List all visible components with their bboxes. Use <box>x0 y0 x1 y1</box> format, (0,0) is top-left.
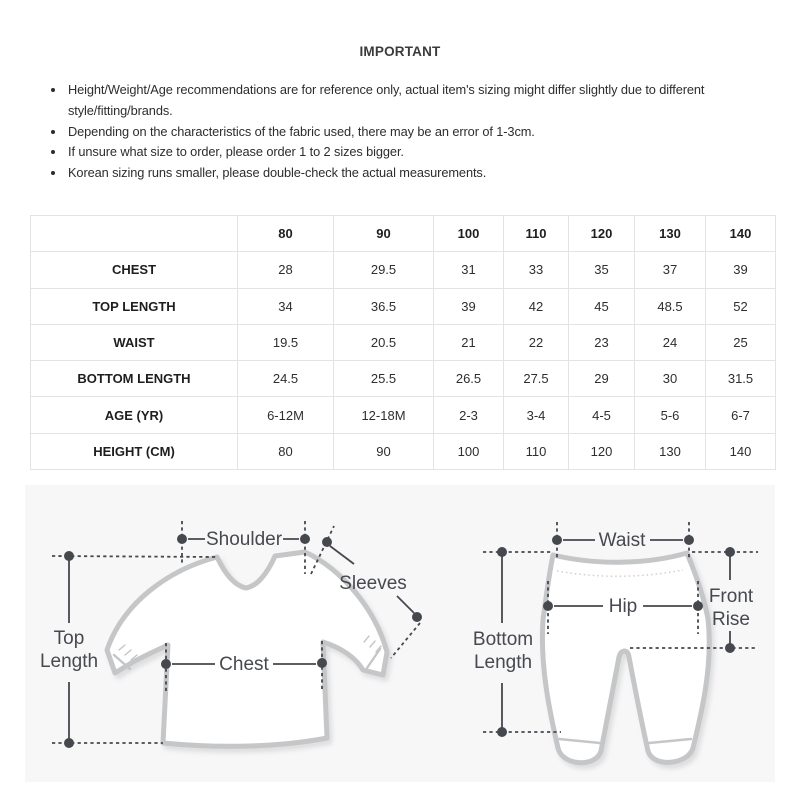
value-cell: 24.5 <box>238 361 334 397</box>
value-cell: 37 <box>635 252 706 288</box>
value-cell: 29.5 <box>334 252 434 288</box>
size-column-header: 80 <box>238 216 334 252</box>
value-cell: 31 <box>434 252 504 288</box>
top-length-extension-top <box>52 556 217 557</box>
value-cell: 6-12M <box>238 397 334 433</box>
value-cell: 19.5 <box>238 324 334 360</box>
shoulder-dot-right <box>300 534 310 544</box>
value-cell: 140 <box>706 433 776 469</box>
value-cell: 80 <box>238 433 334 469</box>
shoulder-label: Shoulder <box>205 529 283 550</box>
value-cell: 42 <box>504 288 569 324</box>
value-cell: 4-5 <box>569 397 635 433</box>
front-rise-label-line1: Front <box>708 586 754 607</box>
note-item-3: • If unsure what size to order, please order 1 to 2 sizes bigger. <box>66 142 782 163</box>
chest-label: Chest <box>219 654 269 675</box>
top-length-dot-bottom <box>64 738 74 748</box>
front-rise-dot-bottom <box>725 643 735 653</box>
value-cell: 31.5 <box>706 361 776 397</box>
table-row <box>31 361 776 397</box>
size-column-header: 120 <box>569 216 635 252</box>
measurement-diagram-panel <box>25 485 775 782</box>
value-cell: 45 <box>569 288 635 324</box>
value-cell: 48.5 <box>635 288 706 324</box>
waist-dot-left <box>552 535 562 545</box>
hip-label: Hip <box>608 596 638 617</box>
size-column-header: 140 <box>706 216 776 252</box>
value-cell: 100 <box>434 433 504 469</box>
page-title: IMPORTANT <box>359 44 441 59</box>
size-column-header: 130 <box>635 216 706 252</box>
row-label: TOP LENGTH <box>31 288 238 324</box>
waist-dot-right <box>684 535 694 545</box>
value-cell: 33 <box>504 252 569 288</box>
front-rise-dot-top <box>725 547 735 557</box>
value-cell: 30 <box>635 361 706 397</box>
row-label: CHEST <box>31 252 238 288</box>
top-length-dot-top <box>64 551 74 561</box>
top-length-label-line2: Length <box>39 651 99 672</box>
value-cell: 12-18M <box>334 397 434 433</box>
value-cell: 25 <box>706 324 776 360</box>
hip-dot-right <box>693 601 703 611</box>
sleeves-end-dash <box>391 623 420 658</box>
size-table-body <box>31 252 776 470</box>
row-label: HEIGHT (CM) <box>31 433 238 469</box>
value-cell: 23 <box>569 324 635 360</box>
value-cell: 29 <box>569 361 635 397</box>
bottom-length-dot-bottom <box>497 727 507 737</box>
value-cell: 21 <box>434 324 504 360</box>
size-table <box>30 215 776 470</box>
bottom-length-dot-top <box>497 547 507 557</box>
bottom-length-label-line1: Bottom <box>472 629 534 650</box>
table-row <box>31 433 776 469</box>
table-row <box>31 252 776 288</box>
chest-dot-left <box>161 659 171 669</box>
top-length-label-line1: Top <box>53 628 85 649</box>
table-row <box>31 288 776 324</box>
value-cell: 130 <box>635 433 706 469</box>
notes-list <box>46 80 782 184</box>
value-cell: 6-7 <box>706 397 776 433</box>
shirt-diagram <box>30 490 470 782</box>
note-item-2: • Depending on the characteristics of the fabric used, there may be an error of 1-3cm. <box>66 122 782 143</box>
note-item-1: • Height/Weight/Age recommendations are for reference only, actual item's sizing might differ slightly due to different style/fitting/brands. <box>66 80 782 122</box>
value-cell: 90 <box>334 433 434 469</box>
value-cell: 52 <box>706 288 776 324</box>
sleeves-connector-end <box>397 596 414 613</box>
value-cell: 36.5 <box>334 288 434 324</box>
sleeves-connector-start <box>330 546 354 564</box>
value-cell: 26.5 <box>434 361 504 397</box>
hip-dot-left <box>543 601 553 611</box>
sleeves-label: Sleeves <box>339 573 407 594</box>
value-cell: 25.5 <box>334 361 434 397</box>
size-column-header: 100 <box>434 216 504 252</box>
row-label: AGE (YR) <box>31 397 238 433</box>
value-cell: 28 <box>238 252 334 288</box>
table-row <box>31 324 776 360</box>
sleeves-dot-end <box>412 612 422 622</box>
value-cell: 22 <box>504 324 569 360</box>
value-cell: 39 <box>706 252 776 288</box>
note-item-4: • Korean sizing runs smaller, please double-check the actual measurements. <box>66 163 782 184</box>
row-label: BOTTOM LENGTH <box>31 361 238 397</box>
shoulder-dot-left <box>177 534 187 544</box>
value-cell: 110 <box>504 433 569 469</box>
bottom-length-label-line2: Length <box>473 652 533 673</box>
size-column-header: 90 <box>334 216 434 252</box>
table-row <box>31 397 776 433</box>
value-cell: 2-3 <box>434 397 504 433</box>
value-cell: 35 <box>569 252 635 288</box>
value-cell: 39 <box>434 288 504 324</box>
size-column-header: 110 <box>504 216 569 252</box>
value-cell: 24 <box>635 324 706 360</box>
waist-label: Waist <box>598 530 646 551</box>
value-cell: 120 <box>569 433 635 469</box>
value-cell: 27.5 <box>504 361 569 397</box>
chest-dot-right <box>317 658 327 668</box>
pants-diagram <box>450 485 775 777</box>
value-cell: 20.5 <box>334 324 434 360</box>
size-table-corner-cell <box>31 216 238 252</box>
size-table-header-row <box>31 216 776 252</box>
value-cell: 3-4 <box>504 397 569 433</box>
value-cell: 34 <box>238 288 334 324</box>
front-rise-label-line2: Rise <box>711 609 751 630</box>
pants-outline-shape <box>542 553 709 763</box>
value-cell: 5-6 <box>635 397 706 433</box>
row-label: WAIST <box>31 324 238 360</box>
